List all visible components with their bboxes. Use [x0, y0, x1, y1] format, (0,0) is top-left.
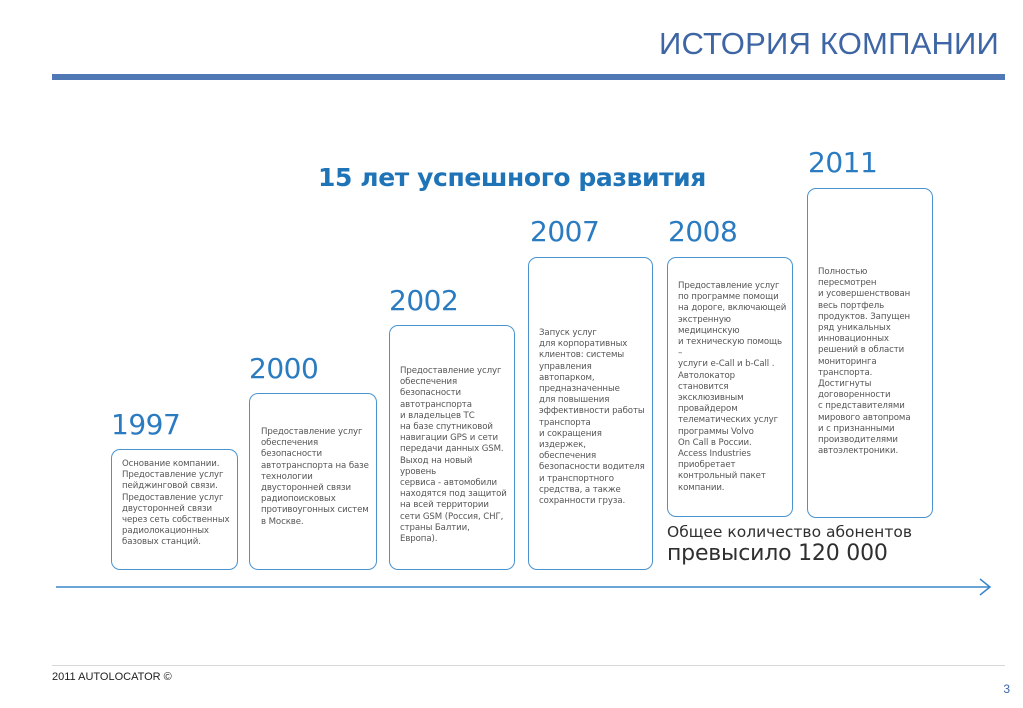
subtitle: 15 лет успешного развития — [318, 163, 706, 192]
milestone-year-1997: 1997 — [111, 408, 181, 441]
milestone-year-2011: 2011 — [808, 146, 878, 179]
footer-divider — [52, 665, 1005, 666]
title-divider — [52, 74, 1005, 80]
milestone-card-2002: Предоставление услуг обеспечения безопасности автотранспорта и владельцев ТС на базе спутниковой навигации GPS и сети передачи данных GSM. Выход на новый уровень сервиса - автомобили находятся под защитой на всей территории сети GSM (Россия, СНГ, страны Балтии, Европа). — [389, 325, 515, 570]
footer-copyright: 2011 AUTOLOCATOR © — [52, 671, 172, 683]
subscribers-count: превысило 120 000 — [667, 541, 888, 566]
subscribers-caption: Общее количество абонентов — [667, 523, 912, 541]
milestone-card-1997: Основание компании. Предоставление услуг пейджинговой связи. Предоставление услуг двусторонней связи через сеть собственных радиолокационных базовых станций. — [111, 449, 238, 570]
milestone-card-2000: Предоставление услуг обеспечения безопасности автотранспорта на базе технологии двусторонней связи радиопоисковых противоугонных систем в Москве. — [249, 393, 377, 570]
milestone-year-2000: 2000 — [249, 352, 319, 385]
timeline-arrow — [56, 576, 996, 598]
milestone-year-2008: 2008 — [668, 215, 738, 248]
milestone-year-2007: 2007 — [530, 215, 600, 248]
milestone-card-2011: Полностью пересмотрен и усовершенствован весь портфель продуктов. Запущен ряд уникальных инновационных решений в области мониторинга транспорта. Достигнуты договоренности с представителями мирового автопрома и с признанными производителями автоэлектроники. — [807, 188, 933, 518]
milestone-card-2008: Предоставление услуг по программе помощи на дороге, включающей экстренную медицинскую и техническую помощь – услуги e-Call и b-Call . Автолокатор становится эксклюзивным провайдером телематических услуг программы Volvo On Call в России. Access Industries приобретает контрольный пакет компании. — [667, 257, 793, 517]
page-number: 3 — [1003, 682, 1010, 696]
milestone-year-2002: 2002 — [389, 284, 459, 317]
slide-title: ИСТОРИЯ КОМПАНИИ — [658, 26, 999, 61]
milestone-card-2007: Запуск услуг для корпоративных клиентов: системы управления автопарком, предназначенные для повышения эффективности работы транспорта и сокращения издержек, обеспечения безопасности водителя и транспортного средства, а также сохранности груза. — [528, 257, 653, 570]
